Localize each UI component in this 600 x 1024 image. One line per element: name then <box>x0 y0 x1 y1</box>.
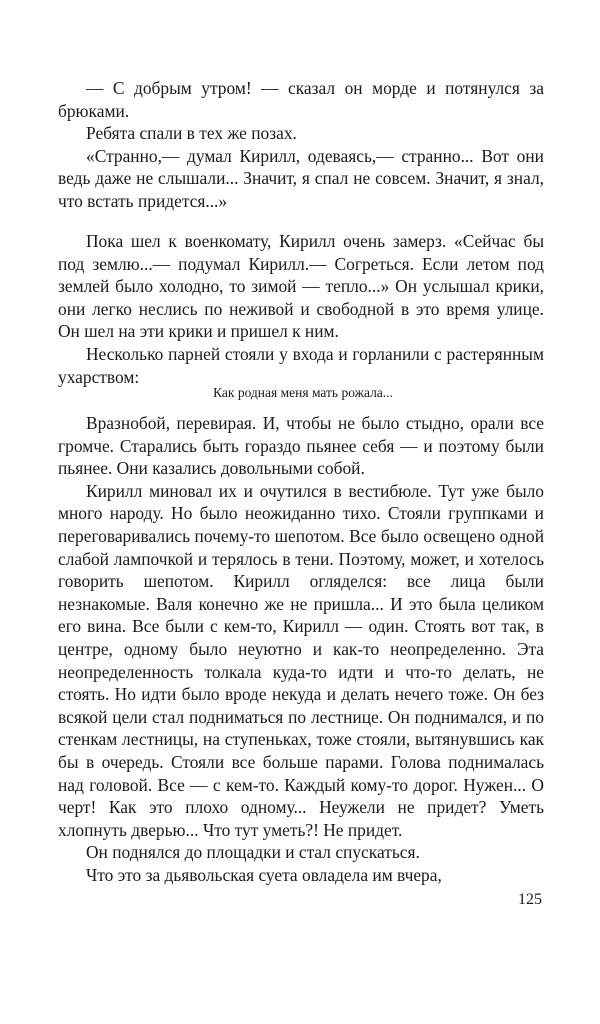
paragraph: — С добрым утром! — сказал он морде и потянулся за брюками. <box>58 78 544 121</box>
paragraph: Кирилл миновал их и очутился в вестибюле. Тут уже было много народу. Но было неожиданно тихо. Стояли группками и переговаривались почему-то шепотом. Все было освещено одной слабой лампочкой и терялось в тени. Поэтому, может, и хотелось говорить шепотом. Кирилл огляделся: все лица были незнакомые. Валя конечно же не пришла... И это была целиком его вина. Все были с кем-то, Кирилл — один. Стоять вот так, в центре, одному было неуютно и как-то неопределенно. Эта неопределенность толкала куда-то идти и что-то делать, не стоять. Но идти было вроде некуда и делать нечего тоже. Он без всякой цели стал подниматься по лестнице. Он поднимался, и по стенкам лестницы, на ступеньках, тоже стояли, вытянувшись как бы в очередь. Стояли все больше парами. Голова поднималась над головой. Все — с кем-то. Каждый кому-то дорог. Нужен... О черт! Как это плохо одному... Неужели не придет? Уметь хлопнуть дверью... Что тут уметь?! Не придет. <box>58 480 544 840</box>
paragraph: Что это за дьявольская суета овладела им вчера, <box>86 864 442 885</box>
text-block-section <box>58 230 544 388</box>
song-quote: Как родная меня мать рожала... <box>213 385 393 400</box>
text-block-main <box>58 412 544 886</box>
paragraph: Несколько парней стояли у входа и горланили с растерянным ухарством: <box>58 343 544 387</box>
page-number: 125 <box>518 891 542 908</box>
paragraph: «Странно,— думал Кирилл, одеваясь,— странно... Вот они ведь даже не слышали... Значит, я спал не совсем. Значит, я знал, что встать придется...» <box>58 145 544 211</box>
text-block-opening <box>58 77 544 213</box>
paragraph: Вразнобой, перевирая. И, чтобы не было стыдно, орали все громче. Старались быть гораздо пьянее себя — и поэтому были пьянее. Они казались довольными собой. <box>58 413 544 479</box>
paragraph: Ребята спали в тех же позах. <box>86 123 297 144</box>
paragraph: Пока шел к военкомату, Кирилл очень замерз. «Сейчас бы под землю...— подумал Кирилл.— Согреться. Если летом под землей было холодно, то зимой — тепло...» Он услышал крики, они легко неслись по неживой и свободной в это время улице. Он шел на эти крики и пришел к ним. <box>58 231 544 342</box>
paragraph: Он поднялся до площадки и стал спускаться. <box>86 842 420 863</box>
